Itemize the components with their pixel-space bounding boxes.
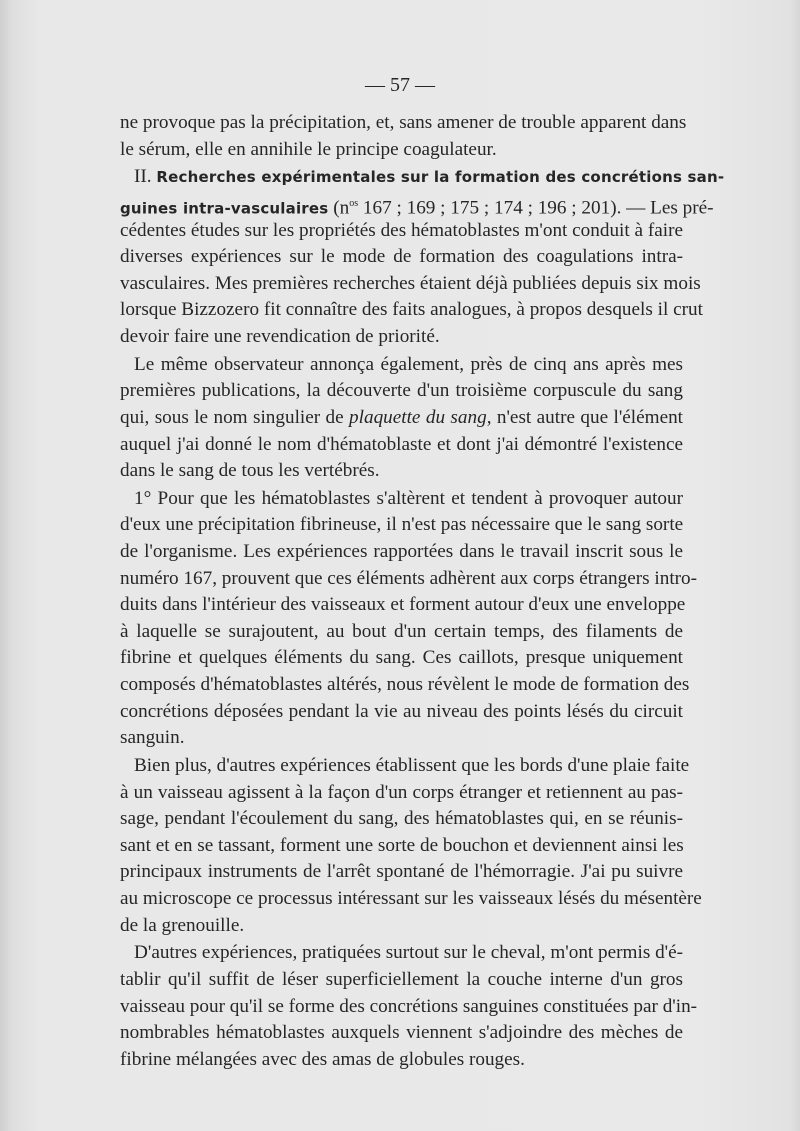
text-line: premières publications, la découverte d'un troisième corpuscule du sang — [120, 380, 683, 402]
paragraph-4 — [120, 486, 698, 752]
text-span: , n'est autre que l'élément — [486, 406, 684, 428]
text-line: sant et en se tassant, forment une sorte de bouchon et deviennent ainsi les — [120, 834, 684, 856]
section-heading-line — [120, 164, 725, 191]
refs: (n — [328, 197, 350, 219]
text-line: le sérum, elle en annihile le principe coagulateur. — [120, 138, 497, 160]
paragraph-3 — [120, 352, 683, 485]
italic-term: plaquette du sang — [349, 406, 487, 428]
text-line: composés d'hématoblastes altérés, nous révèlent le mode de formation des — [120, 674, 690, 696]
text-line: auquel j'ai donné le nom d'hématoblaste et dont j'ai démontré l'existence — [120, 433, 683, 455]
text-line: D'autres expériences, pratiquées surtout sur le cheval, m'ont permis d'é- — [134, 942, 684, 964]
text-span: qui, sous le nom singulier de — [120, 406, 350, 428]
text-line: Bien plus, d'autres expériences établissent que les bords d'une plaie faite — [134, 755, 690, 776]
text-line: vaisseau pour qu'il se forme des concrétions sanguines constituées par d'in- — [120, 995, 698, 1017]
text-line: 1° Pour que les hématoblastes s'altèrent et tendent à provoquer autour — [134, 487, 683, 509]
section-title-cont: guines intra-vasculaires — [120, 199, 329, 218]
text-line: au microscope ce processus intéressant sur les vaisseaux lésés du mésentère — [120, 887, 702, 909]
text-line: Le même observateur annonça également, près de cinq ans après mes — [134, 353, 683, 375]
refs-list: 167 ; 169 ; 175 ; 174 ; 196 ; 201). — Les pré- — [358, 197, 714, 219]
text-line: nombrables hématoblastes auxquels viennent s'adjoindre des mèches de — [120, 1022, 683, 1044]
text-line: de la grenouille. — [120, 914, 245, 936]
text-line: duits dans l'intérieur des vaisseaux et forment autour d'eux une enveloppe — [120, 594, 686, 616]
paragraph-5 — [120, 753, 702, 939]
text-line: fibrine mélangées avec des amas de globules rouges. — [120, 1048, 525, 1070]
section-heading-line — [120, 191, 714, 219]
text-line: cédentes études sur les propriétés des hématoblastes m'ont conduit à faire — [120, 219, 683, 241]
body-text — [120, 110, 725, 1073]
page-number: — 57 — — [365, 74, 435, 96]
text-line: sage, pendant l'écoulement du sang, des hématoblastes qui, en se réunis- — [120, 808, 683, 830]
text-line: sanguin. — [120, 727, 185, 749]
text-line: dans le sang de tous les vertébrés. — [120, 460, 380, 482]
paragraph-1 — [120, 110, 687, 163]
section-number: II. — [134, 166, 152, 188]
text-line: d'eux une précipitation fibrineuse, il n'est pas nécessaire que le sang sorte — [120, 514, 684, 536]
text-line: à laquelle se surajoutent, au bout d'un certain temps, des filaments de — [120, 620, 683, 642]
paragraph-2-section-heading — [120, 164, 725, 350]
section-title: Recherches expérimentales sur la formation des concrétions san- — [156, 168, 725, 187]
text-line: tablir qu'il suffit de léser superficiellement la couche interne d'un gros — [120, 968, 683, 990]
text-line: diverses expériences sur le mode de formation des coagulations intra- — [120, 246, 683, 268]
text-line: concrétions déposées pendant la vie au niveau des points lésés du circuit — [120, 700, 683, 722]
text-line: numéro 167, prouvent que ces éléments adhèrent aux corps étrangers intro- — [120, 567, 698, 589]
paragraph-6 — [120, 940, 698, 1073]
text-line: devoir faire une revendication de priorité. — [120, 325, 440, 347]
text-line: lorsque Bizzozero fit connaître des faits analogues, à propos desquels il crut — [120, 299, 703, 321]
text-line: à un vaisseau agissent à la façon d'un corps étranger et retiennent au pas- — [120, 781, 683, 803]
text-line — [120, 405, 683, 432]
text-line: fibrine et quelques éléments du sang. Ces caillots, presque uniquement — [120, 647, 683, 669]
text-line: principaux instruments de l'arrêt spontané de l'hémorragie. J'ai pu suivre — [120, 861, 683, 883]
refs-sup: os — [349, 197, 359, 209]
text-line: vasculaires. Mes premières recherches étaient déjà publiées depuis six mois — [120, 272, 701, 294]
text-line: ne provoque pas la précipitation, et, sans amener de trouble apparent dans — [120, 112, 687, 133]
text-line: de l'organisme. Les expériences rapportées dans le travail inscrit sous le — [120, 541, 683, 563]
